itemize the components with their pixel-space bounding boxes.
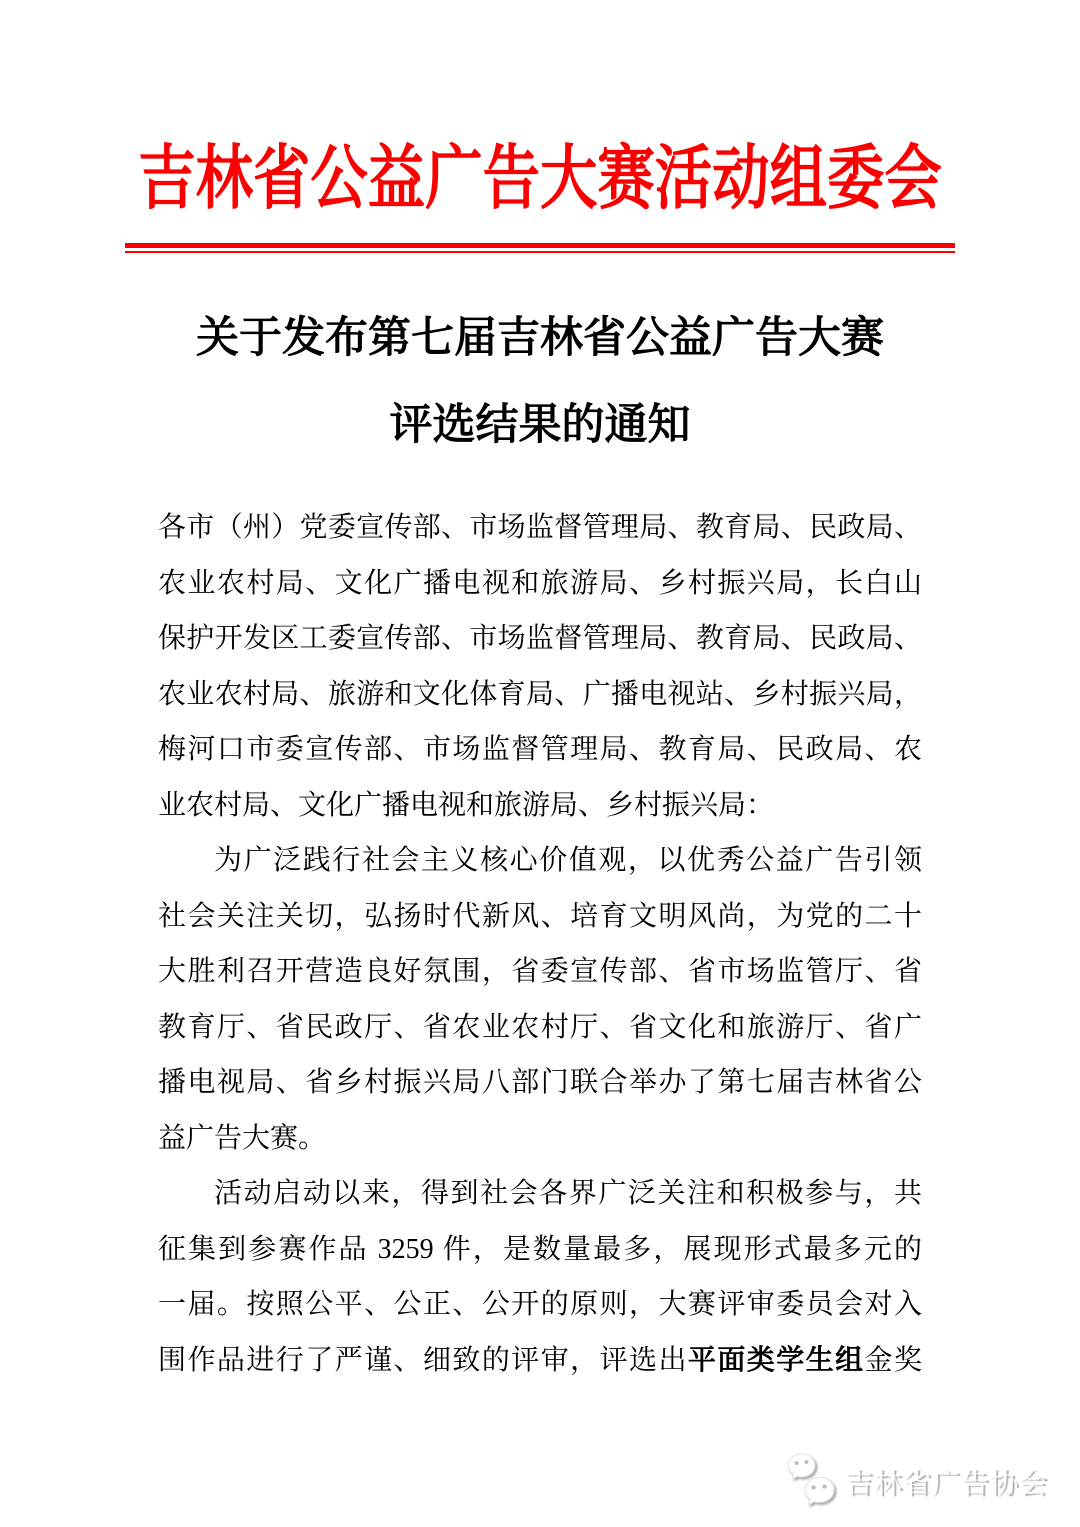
paragraph-line: 播电视局、省乡村振兴局八部门联合举办了第七届吉林省公 [158,1067,922,1098]
line-segment: 金奖 [864,1344,922,1376]
paragraph-line: 保护开发区工委宣传部、市场监督管理局、教育局、民政局、 [158,623,922,654]
document-body [158,500,922,1388]
paragraph-line: 益广告大赛。 [158,1122,327,1154]
paragraph-line: 教育厅、省民政厅、省农业农村厅、省文化和旅游厅、省广 [158,1011,922,1043]
paragraph-line: 社会关注关切，弘扬时代新风、培育文明风尚，为党的二十 [158,900,922,932]
paragraph-line: 农业农村局、文化广播电视和旅游局、乡村振兴局，长白山 [158,567,922,599]
paragraph-line: 征集到参赛作品 3259 件，是数量最多，展现形式最多元的 [158,1233,922,1265]
paragraph-line: 为广泛践行社会主义核心价值观，以优秀公益广告引领 [214,845,922,876]
doc-title-line1: 关于发布第七届吉林省公益广告大赛 [196,315,884,362]
letterhead-title: 吉林省公益广告大赛活动组委会 [138,141,942,218]
wechat-icon [785,1451,837,1511]
paragraph-line: 各市（州）党委宣传部、市场监督管理局、教育局、民政局、 [158,512,922,543]
paragraph-line: 梅河口市委宣传部、市场监督管理局、教育局、民政局、农 [158,734,922,765]
paragraph-line: 活动启动以来，得到社会各界广泛关注和积极参与，共 [214,1178,922,1209]
doc-title-line2: 评选结果的通知 [389,402,691,449]
paragraph-line: 大胜利召开营造良好氛围，省委宣传部、省市场监管厅、省 [158,956,922,987]
paragraph-line: 农业农村局、旅游和文化体育局、广播电视站、乡村振兴局， [158,678,922,710]
letterhead-divider [125,243,955,253]
paragraph-line: 一届。按照公平、公正、公开的原则，大赛评审委员会对入 [158,1289,922,1320]
paragraph-line: 业农村局、文化广播电视和旅游局、乡村振兴局： [158,789,775,821]
paragraph-line-with-bold [158,1333,922,1389]
line-segment: 围作品进行了严谨、细致的评审，评选出 [158,1344,688,1376]
watermark-label: 吉林省广告协会 [844,1467,1048,1498]
wechat-watermark [785,1451,1048,1511]
bold-run: 平面类学生组 [687,1344,865,1376]
